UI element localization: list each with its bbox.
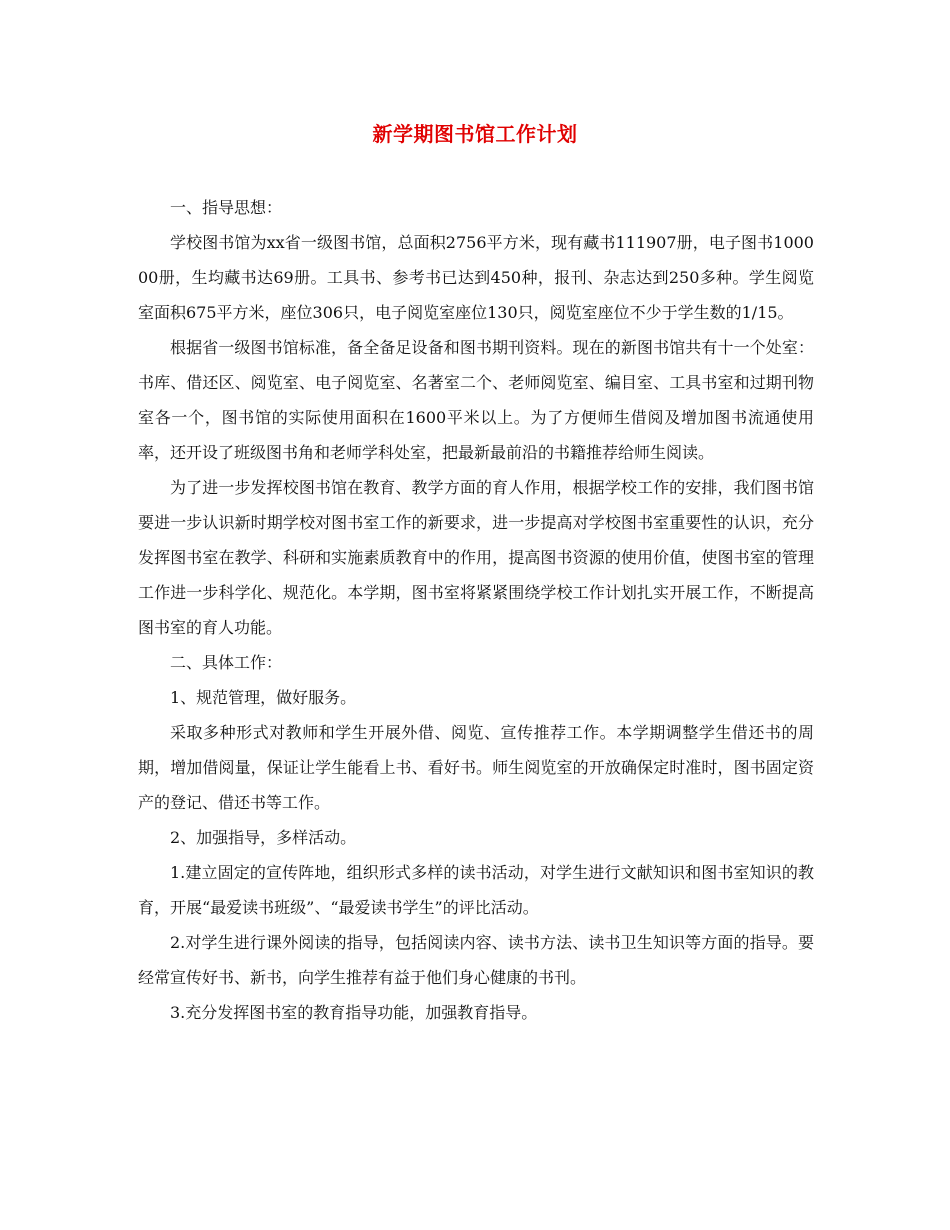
subheading-management: 1、规范管理，做好服务。 — [170, 688, 357, 707]
section-heading-guiding-ideology: 一、指导思想： — [170, 198, 283, 217]
paragraph-goals: 为了进一步发挥校图书馆在教育、教学方面的育人作用，根据学校工作的安排，我们图书馆要进一步认识新时期学校对图书室工作的新要求，进一步提高对学校图书室重要性的认识，充分发挥图书室在教学、科研和实施素质教育中的作用，提高图书资源的使用价值，使图书室的管理工作进一步科学化、规范化。本学期，图书室将紧紧围绕学校工作计划扎实开展工作，不断提高图书室的育人功能。 — [138, 478, 814, 637]
paragraph-library-overview: 学校图书馆为xx省一级图书馆，总面积2756平方米，现有藏书111907册，电子图书100000册，生均藏书达69册。工具书、参考书已达到450种，报刊、杂志达到250多种。学生阅览室面积675平方米，座位306只，电子阅览室座位130只，阅览室座位不少于学生数的1/15。 — [138, 233, 814, 322]
list-item-1: 1.建立固定的宣传阵地，组织形式多样的读书活动，对学生进行文献知识和图书室知识的教育，开展“最爱读书班级”、“最爱读书学生”的评比活动。 — [138, 863, 814, 917]
subheading-guidance: 2、加强指导，多样活动。 — [170, 828, 357, 847]
paragraph-facilities: 根据省一级图书馆标准，备全备足设备和图书期刊资料。现在的新图书馆共有十一个处室：书库、借还区、阅览室、电子阅览室、名著室二个、老师阅览室、编目室、工具书室和过期刊物室各一个，图书馆的实际使用面积在1600平米以上。为了方便师生借阅及增加图书流通使用率，还开设了班级图书角和老师学科处室，把最新最前沿的书籍推荐给师生阅读。 — [138, 338, 814, 462]
list-item-3: 3.充分发挥图书室的教育指导功能，加强教育指导。 — [170, 1003, 538, 1022]
document-body — [138, 190, 814, 1030]
paragraph-management: 采取多种形式对教师和学生开展外借、阅览、宣传推荐工作。本学期调整学生借还书的周期，增加借阅量，保证让学生能看上书、看好书。师生阅览室的开放确保定时准时，图书固定资产的登记、借还书等工作。 — [138, 723, 814, 812]
section-heading-specific-work: 二、具体工作： — [170, 653, 283, 672]
document-title: 新学期图书馆工作计划 — [372, 122, 578, 146]
list-item-2: 2.对学生进行课外阅读的指导，包括阅读内容、读书方法、读书卫生知识等方面的指导。要经常宣传好书、新书，向学生推荐有益于他们身心健康的书刊。 — [138, 933, 814, 987]
